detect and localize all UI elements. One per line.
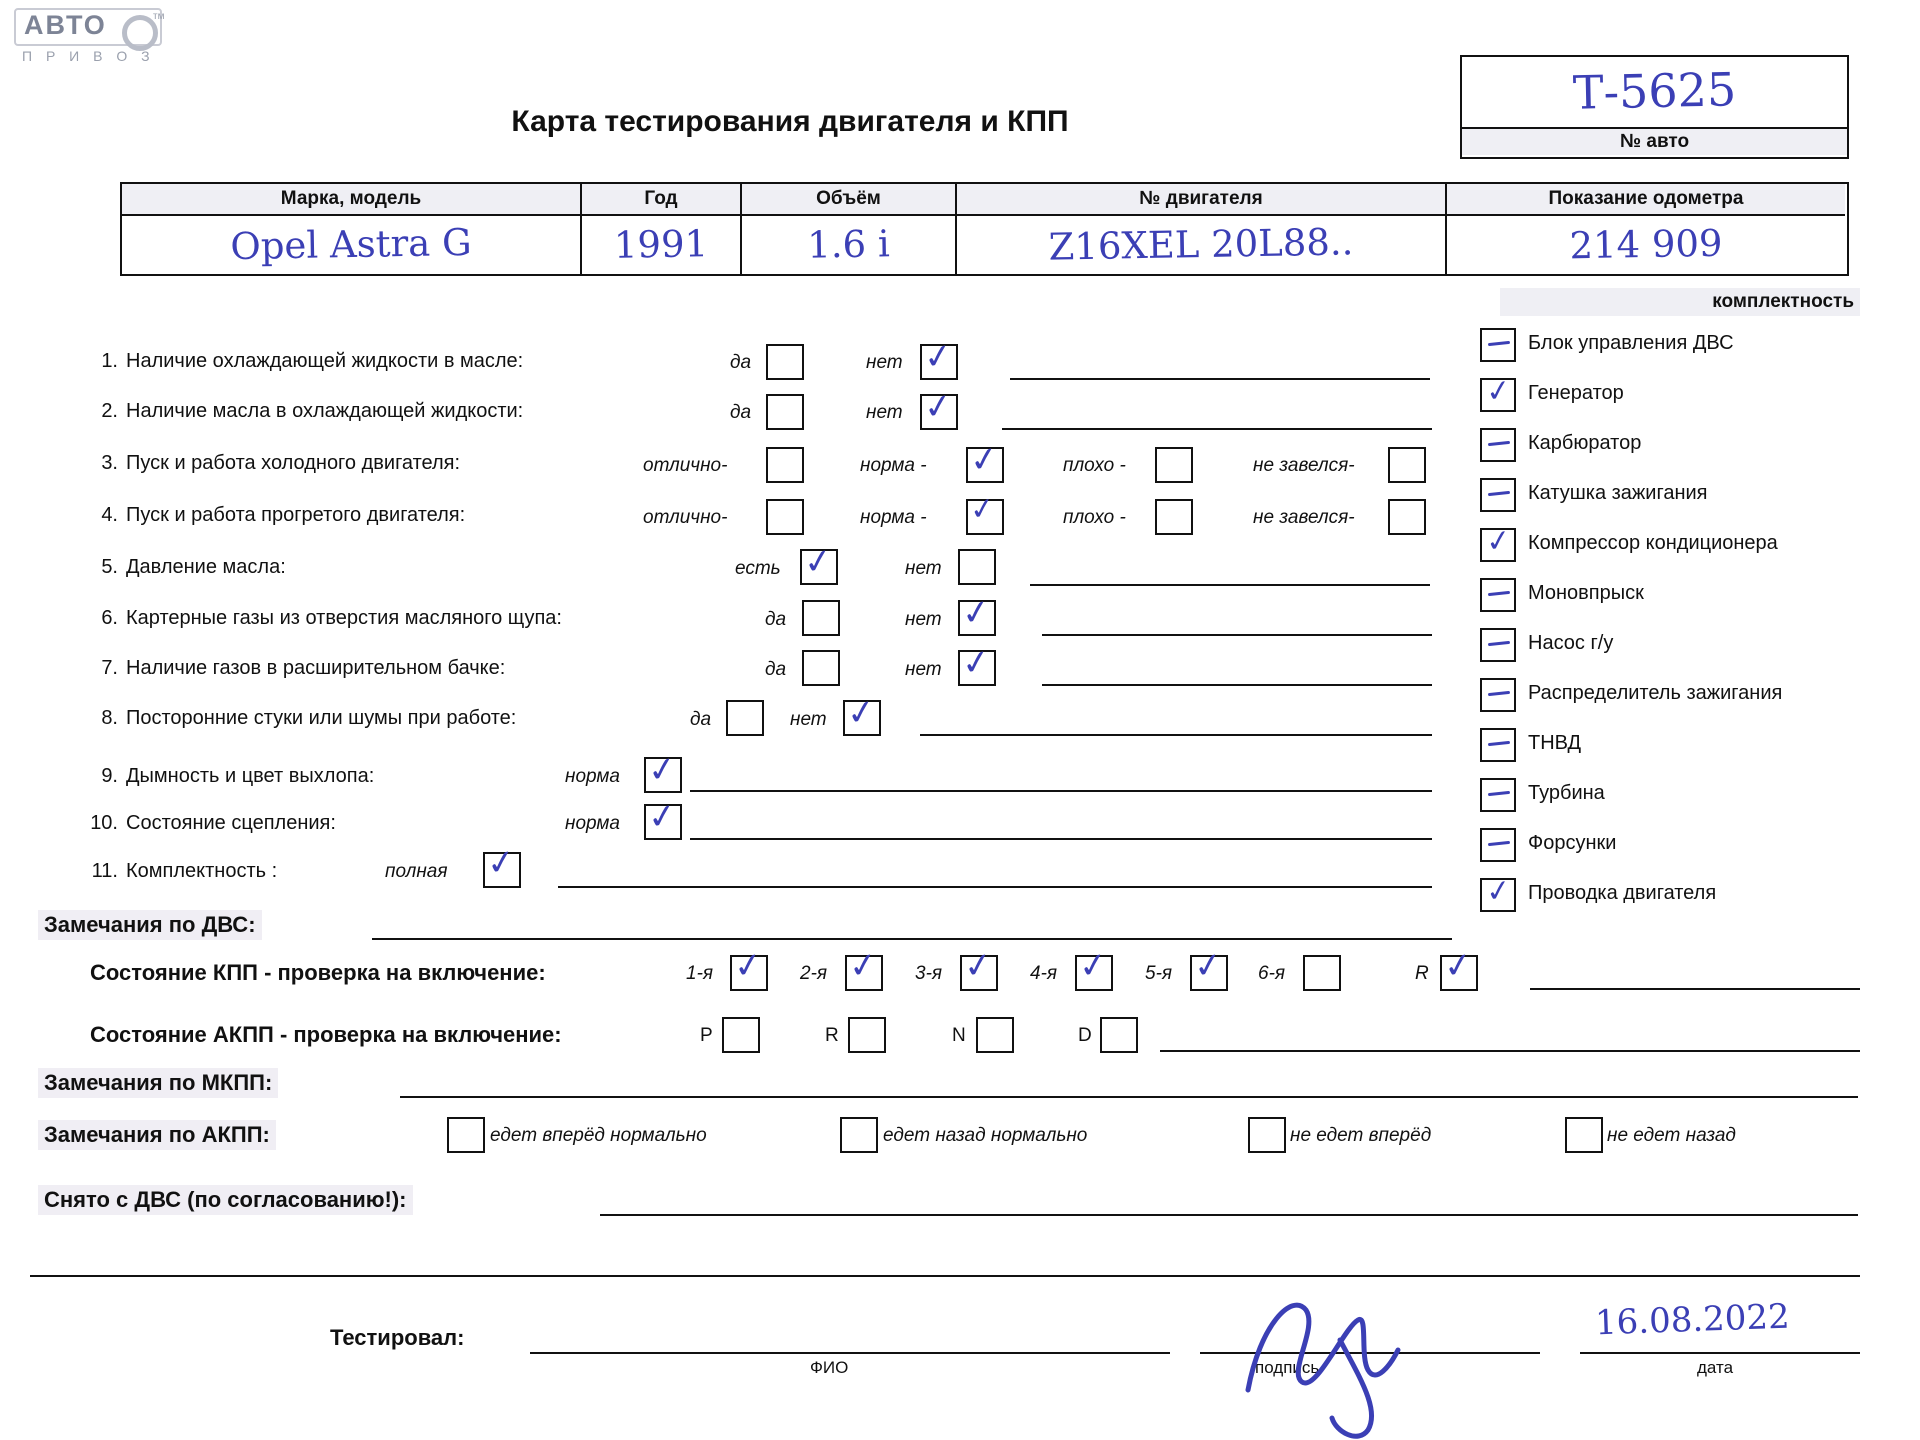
item-4-option-excellent-label: отлично- [643,507,728,528]
item-4-checkbox-normal[interactable]: ✓ [966,499,1004,535]
komplektnost-checkbox[interactable] [1480,872,1516,912]
date-line[interactable] [1580,1352,1860,1354]
header-cell-engine-no [957,184,1447,274]
item-10-note-line[interactable] [690,838,1432,840]
col-label-model: Марка, модель [122,184,580,216]
kpp-checkbox-gear-1[interactable]: ✓ [730,955,768,991]
col-value-volume: 1.6 i [806,221,891,267]
item-number: 4. [101,504,118,526]
item-1-note-line[interactable] [1010,378,1430,380]
item-label: Картерные газы из отверстия масляного щупа: [126,607,562,629]
komplektnost-row-11[interactable] [1480,828,1860,866]
item-label: Состояние сцепления: [126,812,336,834]
komplektnost-label: Блок управления ДВС [1528,332,1734,354]
akpp-pos-r-label: R [825,1025,839,1046]
item-3-checkbox-normal[interactable]: ✓ [966,447,1004,483]
akpp-option-1-label: едет вперёд нормально [490,1125,707,1146]
komplektnost-title: комплектность [1500,288,1860,316]
header-cell-year [582,184,742,274]
dash-mark-icon [1488,491,1510,496]
item-4-checkbox-bad[interactable] [1155,499,1193,535]
item-2-note-line[interactable] [1002,428,1432,430]
item-label: Пуск и работа прогретого двигателя: [126,504,466,526]
item-number: 11. [91,860,118,882]
item-3-checkbox-nostart[interactable] [1388,447,1426,483]
item-7-checkbox-no[interactable]: ✓ [958,650,996,686]
section-mkpp-notes-label: Замечания по МКПП: [38,1068,278,1098]
col-label-odometer: Показание одометра [1447,184,1845,216]
check-mark-icon: ✓ [1483,522,1514,561]
kpp-gear-4-label: 4-я [1030,963,1058,984]
item-11-note-line[interactable] [558,886,1432,888]
kpp-gear-2-label: 2-я [800,963,828,984]
item-label: Комплектность : [126,860,278,882]
komplektnost-label: Генератор [1528,382,1624,404]
col-value-engine-no: Z16XEL 20L88.. [1048,219,1354,269]
logo-text: АВТО [24,10,107,40]
komplektnost-checkbox[interactable] [1480,578,1516,612]
tester-label: Тестировал: [330,1325,465,1350]
komplektnost-row-1[interactable] [1480,328,1860,366]
akpp-option-1-checkbox[interactable] [447,1117,485,1153]
item-label: Посторонние стуки или шумы при работе: [126,707,517,729]
dvs-notes-line[interactable] [372,938,1452,940]
item-4-option-bad-label: плохо - [1063,507,1126,528]
logo-subtitle: П Р И В О З [22,48,155,64]
item-2-checkbox-yes[interactable] [766,394,804,430]
header-cell-odometer [1447,184,1845,274]
item-7-checkbox-yes[interactable] [802,650,840,686]
komplektnost-checkbox[interactable] [1480,478,1516,512]
akpp-checkbox-p[interactable] [722,1017,760,1053]
item-3-option-excellent-label: отлично- [643,455,728,476]
item-4-option-normal-label: норма - [860,507,927,528]
col-value-odometer: 214 909 [1569,221,1723,267]
item-7-note-line[interactable] [1042,684,1432,686]
komplektnost-checkbox[interactable] [1480,678,1516,712]
mkpp-notes-line[interactable] [400,1096,1858,1098]
kpp-gear-1-label: 1-я [686,963,714,984]
akpp-pos-d-label: D [1078,1025,1092,1046]
col-label-volume: Объём [742,184,955,216]
dash-mark-icon [1488,341,1510,346]
dash-mark-icon [1488,741,1510,746]
komplektnost-checkbox[interactable] [1480,328,1516,362]
removed-line[interactable] [600,1214,1858,1216]
item-7-option-yes-label: да [765,659,787,680]
komplektnost-checkbox[interactable] [1480,728,1516,762]
col-label-engine-no: № двигателя [957,184,1445,216]
auto-number-value: Т-5625 [1572,62,1737,120]
removed-line-2[interactable] [30,1275,1860,1277]
logo-tm: тм [153,11,165,22]
item-5-option-no-label: нет [905,558,942,579]
item-8-note-line[interactable] [920,734,1432,736]
col-value-model: Opel Astra G [230,220,472,268]
kpp-checkbox-gear-6[interactable] [1303,955,1341,991]
item-5-note-line[interactable] [1030,584,1430,586]
akpp-option-4-label: не едет назад [1607,1125,1736,1146]
auto-number-box [1460,55,1849,159]
item-3-checkbox-excellent[interactable] [766,447,804,483]
section-dvs-notes-label: Замечания по ДВС: [38,910,262,940]
check-mark-icon: ✓ [1483,872,1514,911]
kpp-checkbox-gear-5[interactable]: ✓ [1190,955,1228,991]
akpp-option-2-label: едет назад нормально [883,1125,1088,1146]
item-number: 7. [101,657,118,679]
komplektnost-label: Компрессор кондиционера [1528,532,1778,554]
komplektnost-row-5[interactable] [1480,522,1860,566]
page-title: Карта тестирования двигателя и КПП [511,105,1069,138]
section-removed-label: Снято с ДВС (по согласованию!): [38,1185,413,1215]
item-2-option-yes-label: да [730,402,752,423]
akpp-state-label: Состояние АКПП - проверка на включение: [90,1022,562,1047]
item-10-checkbox-normal[interactable]: ✓ [644,804,682,840]
header-cell-volume [742,184,957,274]
dash-mark-icon [1488,641,1510,646]
kpp-state-label: Состояние КПП - проверка на включение: [90,960,546,985]
kpp-gear-r-label: R [1415,963,1429,984]
item-9-option-normal-label: норма [565,766,620,787]
check-mark-icon: ✓ [1483,372,1514,411]
item-3-checkbox-bad[interactable] [1155,447,1193,483]
item-number: 10. [90,812,118,834]
akpp-option-2-checkbox[interactable] [840,1117,878,1153]
akpp-checkbox-d[interactable] [1100,1017,1138,1053]
avtoprivoz-logo [14,8,164,70]
kpp-note-line[interactable] [1530,988,1860,990]
item-9-note-line[interactable] [690,790,1432,792]
akpp-checkbox-r[interactable] [848,1017,886,1053]
akpp-pos-p-label: P [700,1025,713,1046]
item-4-checkbox-nostart[interactable] [1388,499,1426,535]
section-akpp-notes-label: Замечания по АКПП: [38,1120,276,1150]
item-label: Наличие охлаждающей жидкости в масле: [126,350,524,372]
dash-mark-icon [1488,841,1510,846]
komplektnost-row-6[interactable] [1480,578,1860,616]
date-label: дата [1697,1358,1734,1377]
akpp-note-line[interactable] [1160,1050,1860,1052]
komplektnost-label: Карбюратор [1528,432,1642,454]
item-3-option-bad-label: плохо - [1063,455,1126,476]
col-label-year: Год [582,184,740,216]
akpp-option-3-checkbox[interactable] [1248,1117,1286,1153]
date-value: 16.08.2022 [1594,1296,1791,1344]
item-label: Наличие масла в охлаждающей жидкости: [126,400,524,422]
vehicle-header-table [120,182,1849,276]
komplektnost-row-7[interactable] [1480,628,1860,666]
item-6-option-no-label: нет [905,609,942,630]
item-label: Дымность и цвет выхлопа: [126,765,375,787]
item-6-checkbox-yes[interactable] [802,600,840,636]
komplektnost-row-8[interactable] [1480,678,1860,716]
dash-mark-icon [1488,691,1510,696]
item-number: 1. [101,350,118,372]
item-7-option-no-label: нет [905,659,942,680]
item-9-checkbox-normal[interactable]: ✓ [644,757,682,793]
kpp-checkbox-gear-3[interactable]: ✓ [960,955,998,991]
komplektnost-label: Форсунки [1528,832,1617,854]
akpp-option-3-label: не едет вперёд [1290,1125,1432,1146]
kpp-gear-3-label: 3-я [915,963,943,984]
col-value-year: 1991 [613,221,709,267]
item-8-checkbox-yes[interactable] [726,700,764,736]
komplektnost-checkbox[interactable] [1480,828,1516,862]
item-3-option-normal-label: норма - [860,455,927,476]
kpp-checkbox-gear-4[interactable]: ✓ [1075,955,1113,991]
komplektnost-label: ТНВД [1528,732,1582,754]
item-11-option-full-label: полная [385,861,448,882]
item-1-checkbox-no[interactable]: ✓ [920,344,958,380]
akpp-checkbox-n[interactable] [976,1017,1014,1053]
item-8-option-no-label: нет [790,709,827,730]
komplektnost-row-9[interactable] [1480,728,1860,766]
item-6-note-line[interactable] [1042,634,1432,636]
fio-line[interactable] [530,1352,1170,1354]
item-number: 9. [101,765,118,787]
item-number: 8. [101,707,118,729]
signature-label: подпись [1255,1358,1320,1377]
item-label: Пуск и работа холодного двигателя: [126,452,461,474]
auto-number-label: № авто [1462,129,1847,155]
item-1-checkbox-yes[interactable] [766,344,804,380]
item-4-option-nostart-label: не завелся- [1253,507,1355,528]
komplektnost-checkbox[interactable] [1480,372,1516,412]
komplektnost-row-3[interactable] [1480,428,1860,466]
komplektnost-row-12[interactable] [1480,872,1860,916]
kpp-checkbox-gear-r[interactable]: ✓ [1440,955,1478,991]
header-cell-model [122,184,582,274]
signature-mark [1240,1270,1440,1440]
kpp-checkbox-gear-2[interactable]: ✓ [845,955,883,991]
item-5-checkbox-no[interactable] [958,549,996,585]
kpp-gear-6-label: 6-я [1258,963,1286,984]
komplektnost-checkbox[interactable] [1480,428,1516,462]
item-number: 3. [101,452,118,474]
komplektnost-label: Насос г/у [1528,632,1614,654]
dash-mark-icon [1488,591,1510,596]
komplektnost-label: Моновпрыск [1528,582,1644,604]
item-11-checkbox-full[interactable]: ✓ [483,852,521,888]
item-5-option-yes-label: есть [735,558,781,579]
komplektnost-label: Турбина [1528,782,1605,804]
item-8-option-yes-label: да [690,709,712,730]
item-8-checkbox-no[interactable]: ✓ [843,700,881,736]
komplektnost-row-2[interactable] [1480,372,1860,416]
komplektnost-checkbox[interactable] [1480,778,1516,812]
komplektnost-checkbox[interactable] [1480,628,1516,662]
kpp-gear-5-label: 5-я [1145,963,1173,984]
dash-mark-icon [1488,791,1510,796]
item-1-option-yes-label: да [730,352,752,373]
item-2-option-no-label: нет [866,402,903,423]
item-number: 5. [101,556,118,578]
dash-mark-icon [1488,441,1510,446]
item-label: Наличие газов в расширительном бачке: [126,657,506,679]
item-10-option-normal-label: норма [565,813,620,834]
item-number: 2. [101,400,118,422]
komplektnost-label: Проводка двигателя [1528,882,1717,904]
komplektnost-label: Катушка зажигания [1528,482,1708,504]
item-1-option-no-label: нет [866,352,903,373]
item-6-option-yes-label: да [765,609,787,630]
komplektnost-checkbox[interactable] [1480,522,1516,562]
fio-label: ФИО [810,1358,849,1377]
item-5-checkbox-yes[interactable]: ✓ [800,549,838,585]
item-label: Давление масла: [126,556,286,578]
item-2-checkbox-no[interactable]: ✓ [920,394,958,430]
item-3-option-nostart-label: не завелся- [1253,455,1355,476]
item-4-checkbox-excellent[interactable] [766,499,804,535]
akpp-option-4-checkbox[interactable] [1565,1117,1603,1153]
komplektnost-label: Распределитель зажигания [1528,682,1783,704]
item-number: 6. [101,607,118,629]
komplektnost-row-10[interactable] [1480,778,1860,816]
komplektnost-row-4[interactable] [1480,478,1860,516]
akpp-pos-n-label: N [952,1025,966,1046]
item-6-checkbox-no[interactable]: ✓ [958,600,996,636]
